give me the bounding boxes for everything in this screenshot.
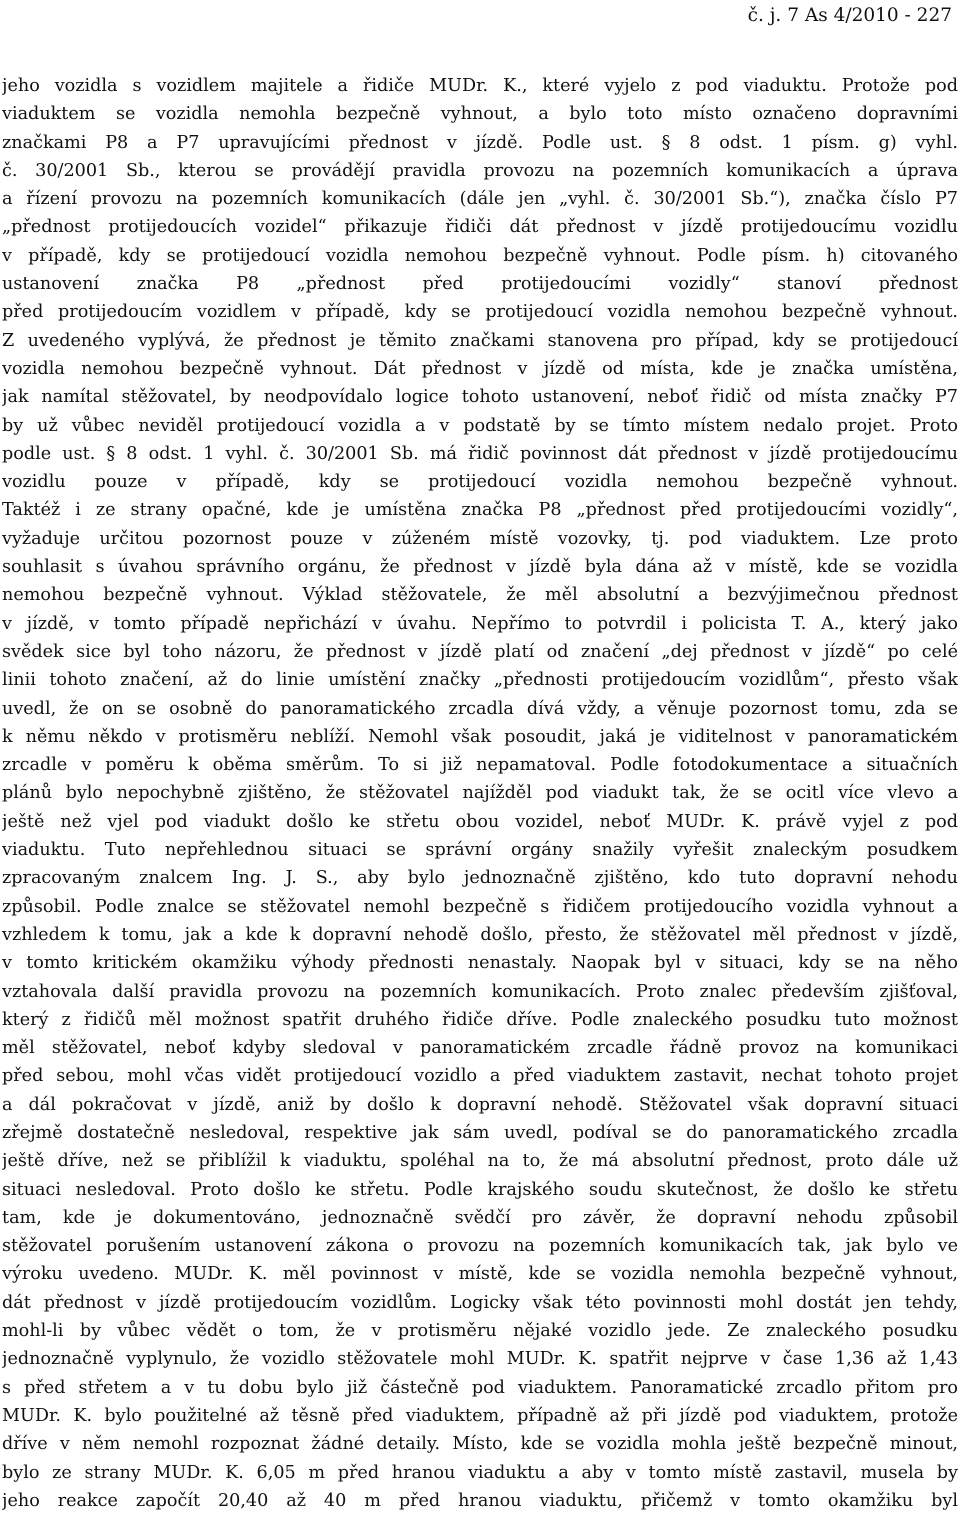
body-paragraph <box>2 72 958 1515</box>
text-line: mohl-li by vůbec vědět o tom, že v protisměru nějaké vozidlo jede. Ze znaleckého posudku <box>2 1321 958 1342</box>
text-line: způsobil. Podle znalce se stěžovatel nemohl bezpečně s řidičem protijedoucího vozidla vyhnout a <box>2 896 958 917</box>
text-line: ustanovení značka P8 „přednost před protijedoucími vozidly“ stanoví přednost <box>2 274 958 295</box>
text-line: značkami P8 a P7 upravujícími přednost v jízdě. Podle ust. § 8 odst. 1 písm. g) vyhl. <box>2 132 958 153</box>
text-line: „přednost protijedoucích vozidel“ přikazuje řidiči dát přednost v jízdě protijedoucímu vozidlu <box>2 217 958 238</box>
text-line: stěžovatel porušením ustanovení zákona o provozu na pozemních komunikacích tak, jak bylo ve <box>2 1236 958 1257</box>
text-line: dát přednost v jízdě protijedoucím vozidlům. Logicky však této povinnosti mohl dostát jen tehdy, <box>2 1292 958 1313</box>
text-line: v jízdě, v tomto případě nepřichází v úvahu. Nepřímo to potvrdil i policista T. A., který jako <box>2 613 958 634</box>
text-line: před protijedoucím vozidlem v případě, kdy se protijedoucí vozidla nemohou bezpečně vyhnout. <box>2 302 958 323</box>
text-line: jednoznačně vyplynulo, že vozidlo stěžovatele mohl MUDr. K. spatřit nejprve v čase 1,36 až 1,43 <box>2 1349 958 1370</box>
text-line: souhlasit s úvahou správního orgánu, že přednost v jízdě byla dána až v místě, kde se vozidla <box>2 557 958 578</box>
text-line: viaduktu. Tuto nepřehlednou situaci se správní orgány snažily vyřešit znaleckým posudkem <box>2 840 958 861</box>
text-line: ještě než vjel pod viadukt došlo ke střetu obou vozidel, neboť MUDr. K. právě vyjel z pod <box>2 811 958 832</box>
text-line: výroku uvedeno. MUDr. K. měl povinnost v místě, kde se vozidla nemohla bezpečně vyhnout, <box>2 1264 958 1285</box>
text-line: a dál pokračovat v jízdě, aniž by došlo k dopravní nehodě. Stěžovatel však dopravní situaci <box>2 1094 958 1115</box>
text-line: tam, kde je dokumentováno, jednoznačně svědčí pro závěr, že dopravní nehodu způsobil <box>2 1207 958 1228</box>
text-line: a řízení provozu na pozemních komunikacích (dále jen „vyhl. č. 30/2001 Sb.“), značka číslo P7 <box>2 189 958 210</box>
text-line: uvedl, že on se osobně do panoramatického zrcadla dívá vždy, a věnuje pozornost tomu, zda se <box>2 698 958 719</box>
text-line: vozidlu pouze v případě, kdy se protijedoucí vozidla nemohou bezpečně vyhnout. <box>2 472 958 493</box>
text-line: č. 30/2001 Sb., kterou se provádějí pravidla provozu na pozemních komunikacích a úprava <box>2 160 958 181</box>
text-line: zřejmě dostatečně nesledoval, respektive jak sám uvedl, podíval se do panoramatického zrcadla <box>2 1122 958 1143</box>
text-line: před sebou, mohl včas vidět protijedoucí vozidlo a před viaduktem zastavit, nechat tohoto projet <box>2 1066 958 1087</box>
text-line: linii tohoto značení, až do linie umístění značky „přednosti protijedoucím vozidlům“, přesto však <box>2 670 958 691</box>
text-line: svědek sice byl toho názoru, že přednost v jízdě platí od značení „dej přednost v jízdě“ po celé <box>2 641 958 662</box>
text-line: jeho vozidla s vozidlem majitele a řidiče MUDr. K., které vyjelo z pod viaduktu. Protože pod <box>2 76 958 96</box>
text-line: MUDr. K. bylo použitelné až těsně před viaduktem, případně až při jízdě pod viaduktem, protože <box>2 1405 958 1426</box>
text-line: zrcadle v poměru k oběma směrům. To si již nepamatoval. Podle fotodokumentace a situačních <box>2 755 958 776</box>
text-line: by už vůbec neviděl protijedoucí vozidla a v podstatě by se tímto místem nedalo projet. Proto <box>2 415 958 436</box>
case-number-header: č. j. 7 As 4/2010 - 227 <box>747 5 952 26</box>
text-line: podle ust. § 8 odst. 1 vyhl. č. 30/2001 Sb. má řidič povinnost dát přednost v jízdě protijedoucímu <box>2 443 958 464</box>
text-line: vztahovala další pravidla provozu na pozemních komunikacích. Proto znalec především zjišťoval, <box>2 981 958 1002</box>
text-line: v tomto kritickém okamžiku výhody přednosti nenastaly. Naopak byl v situaci, kdy se na něho <box>2 953 958 974</box>
text-line: ještě dříve, než se přiblížil k viaduktu, spoléhal na to, že má absolutní přednost, proto dále už <box>2 1151 958 1172</box>
text-line: který z řidičů měl možnost spatřit druhého řidiče dříve. Podle znaleckého posudku tuto možnost <box>2 1009 958 1030</box>
text-line: jak namítal stěžovatel, by neodpovídalo logice tohoto ustanovení, neboť řidič od místa značky P7 <box>2 387 958 408</box>
text-line: měl stěžovatel, neboť kdyby sledoval v panoramatickém zrcadle řádně provoz na komunikaci <box>2 1038 958 1059</box>
text-line: Taktéž i ze strany opačné, kde je umístěna značka P8 „přednost před protijedoucími vozidly“, <box>2 500 958 521</box>
text-line: dříve v něm nemohl rozpoznat žádné detaily. Místo, kde se vozidla mohla ještě bezpečně minout, <box>2 1434 958 1455</box>
text-line: v případě, kdy se protijedoucí vozidla nemohou bezpečně vyhnout. Podle písm. h) citovaného <box>2 245 958 266</box>
text-line: vyžaduje určitou pozornost pouze v zúženém místě vozovky, tj. pod viaduktem. Lze proto <box>2 528 958 549</box>
text-line: vzhledem k tomu, jak a kde k dopravní nehodě došlo, přesto, že stěžovatel měl přednost v jízdě, <box>2 924 958 945</box>
text-line: zpracovaným znalcem Ing. J. S., aby bylo jednoznačně zjištěno, kdo tuto dopravní nehodu <box>2 868 958 889</box>
text-line: viaduktem se vozidla nemohla bezpečně vyhnout, a bylo toto místo označeno dopravními <box>2 104 958 125</box>
text-line: Z uvedeného vyplývá, že přednost je těmito značkami stanovena pro případ, kdy se protijedoucí <box>2 330 958 351</box>
text-line: bylo ze strany MUDr. K. 6,05 m před hranou viaduktu a aby v tomto místě zastavil, musela by <box>2 1462 958 1483</box>
text-line: situaci nesledoval. Proto došlo ke střetu. Podle krajského soudu skutečnost, že došlo ke střetu <box>2 1179 958 1200</box>
text-line: plánů bylo nepochybně zjištěno, že stěžovatel najížděl pod viadukt tak, že se ocitl více vlevo a <box>2 783 958 804</box>
text-line: jeho reakce započít 20,40 až 40 m před hranou viaduktu, přičemž v tomto okamžiku byl <box>2 1490 958 1511</box>
text-line: k němu někdo v protisměru neblíží. Nemohl však posoudit, jaká je viditelnost v panoramatickém <box>2 726 958 747</box>
text-line: s před střetem a v tu dobu bylo již částečně pod viaduktem. Panoramatické zrcadlo přitom pro <box>2 1377 958 1398</box>
text-line: nemohou bezpečně vyhnout. Výklad stěžovatele, že měl absolutní a bezvýjimečnou přednost <box>2 585 958 606</box>
text-line: vozidla nemohou bezpečně vyhnout. Dát přednost v jízdě od místa, kde je značka umístěna, <box>2 358 958 379</box>
